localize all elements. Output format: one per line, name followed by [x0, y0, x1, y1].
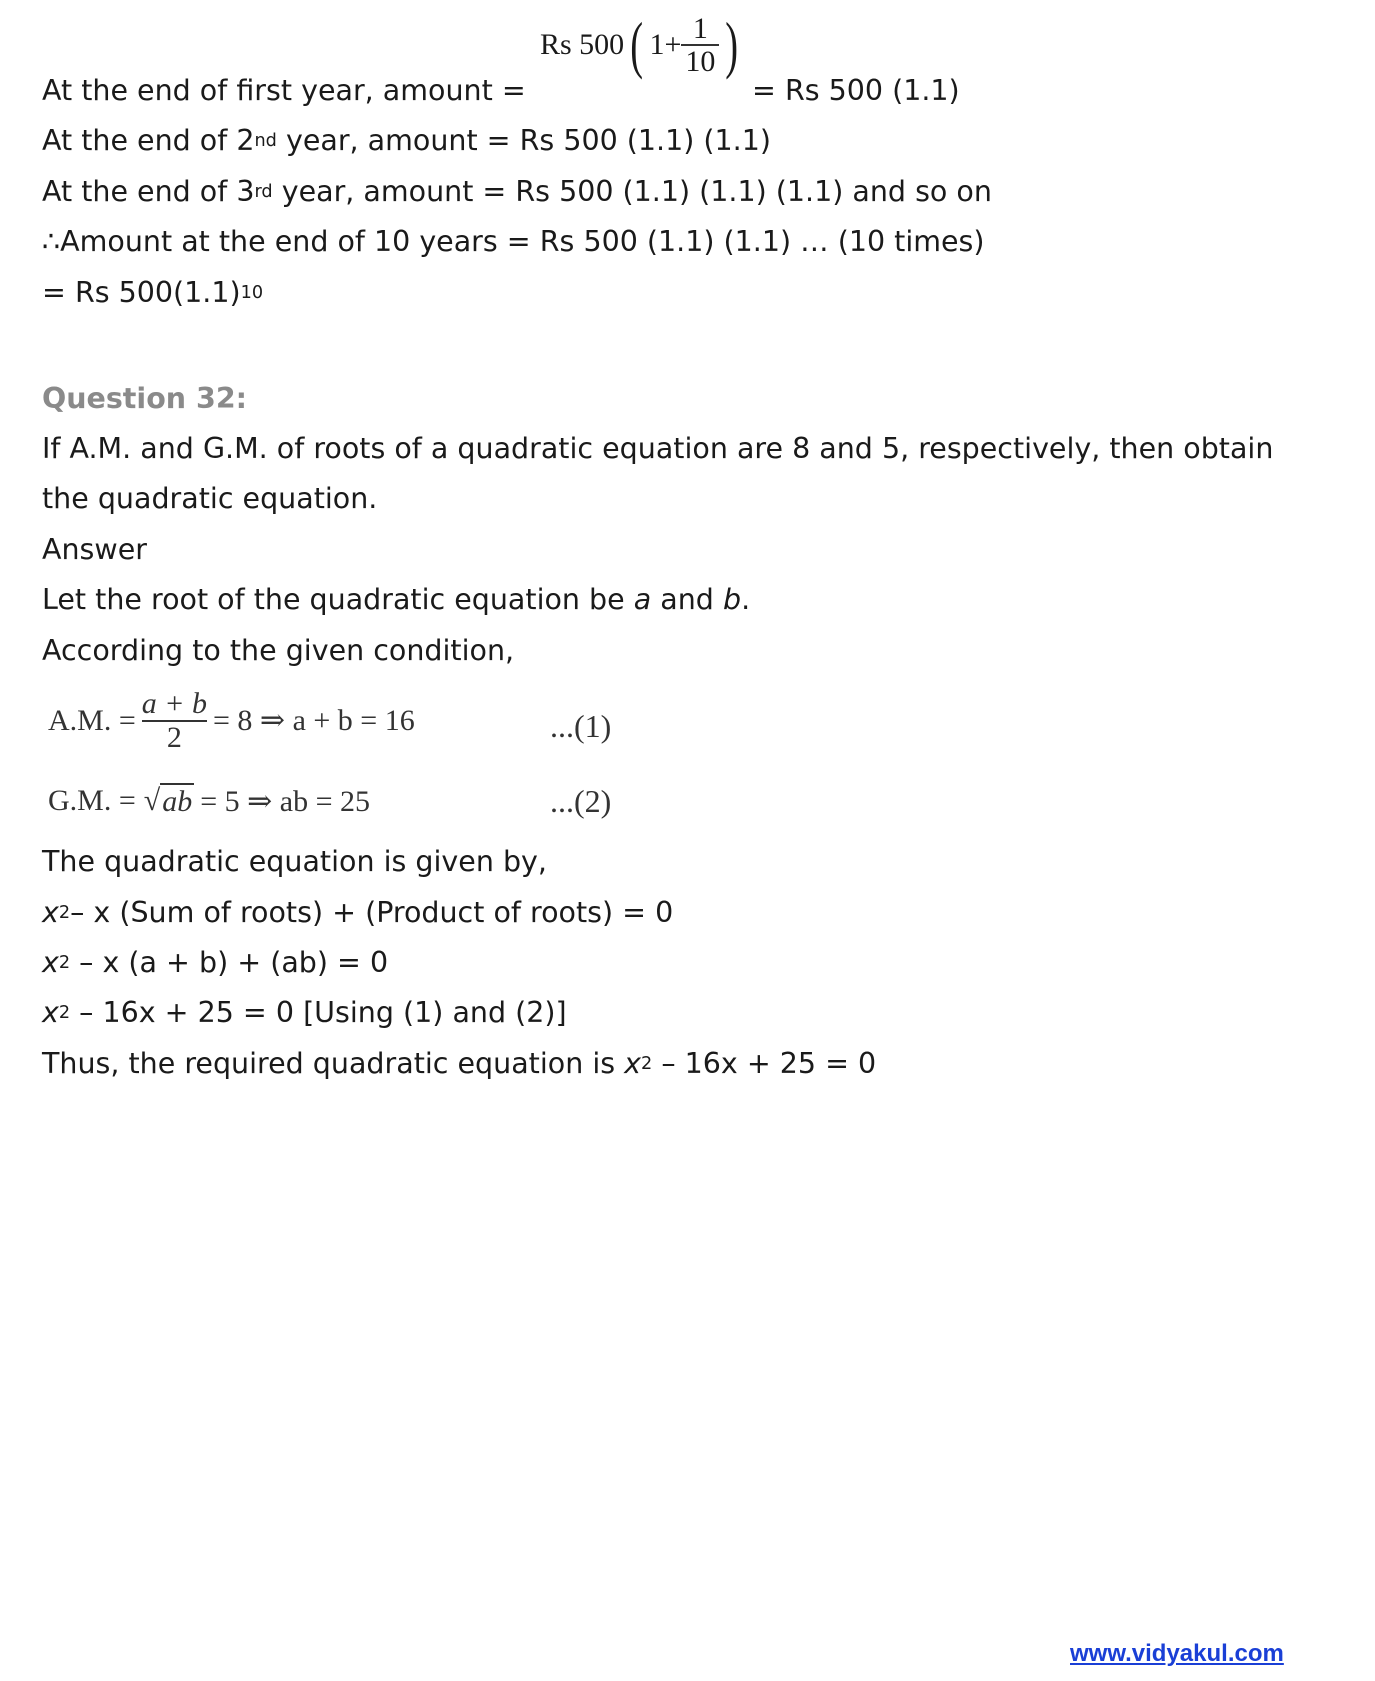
am-equation — [48, 688, 415, 753]
question-heading: Question 32: — [42, 382, 248, 415]
gm-ref: ...(2) — [550, 783, 612, 819]
answer-label: Answer — [42, 533, 147, 566]
am-ref: ...(1) — [550, 708, 612, 744]
am-fraction — [142, 688, 207, 753]
formula-denominator: 10 — [681, 44, 719, 78]
am-label: A.M. = — [48, 703, 136, 737]
question-text-line1: If A.M. and G.M. of roots of a quadratic equation are 8 and 5, respectively, then obtain — [42, 432, 1274, 465]
formula-prefix: Rs 500 — [540, 28, 625, 61]
am-rest: = 8 ⇒ a + b = 16 — [213, 704, 415, 737]
gm-rest: = 5 ⇒ ab = 25 — [200, 784, 371, 818]
formula-numerator: 1 — [692, 11, 708, 45]
ten-years-line: ∴Amount at the end of 10 years = Rs 500 (1.1) (1.1) … (10 times) — [42, 225, 985, 258]
first-year-result: = Rs 500 (1.1) — [752, 74, 960, 107]
gm-label: G.M. = — [48, 784, 136, 817]
equation-line-3: $x^2 - 16x + 25 = 0$ [Using (1) and (2)] — [42, 996, 567, 1029]
first-year-formula: Rs 500 ( 1+ $\frac{1}{10}$ ) — [540, 9, 739, 80]
formula-one: 1+ — [649, 28, 682, 61]
am-numerator: a + b — [141, 687, 208, 720]
equation-line-2: $x^2$ – x (a + b) + (ab) = 0 — [42, 946, 389, 979]
question-text-line2: the quadratic equation. — [42, 482, 378, 515]
first-year-line — [42, 74, 526, 107]
second-year-line: At the end of 2nd year, amount = Rs 500 (1.1) (1.1) — [42, 124, 771, 157]
condition-line: According to the given condition, — [42, 634, 515, 667]
gm-equation — [48, 783, 370, 819]
formula-fraction — [681, 13, 719, 78]
equation-intro: The quadratic equation is given by, — [42, 845, 547, 878]
first-year-label: At the end of first year, amount = — [42, 74, 526, 107]
conclusion-line: Thus, the required quadratic equation is $x^2 - 16x + 25 = 0$ — [42, 1047, 877, 1080]
roots-line: Let the root of the quadratic equation be a and b. — [42, 583, 751, 616]
sqrt-icon: √ — [143, 784, 161, 817]
equation-line-1: $x^2-$ x (Sum of roots) + (Product of roots) = 0 — [42, 896, 674, 929]
gm-radicand: ab — [162, 785, 193, 818]
am-denominator: 2 — [142, 720, 207, 754]
footer-website-link[interactable]: www.vidyakul.com — [1070, 1640, 1284, 1667]
third-year-line: At the end of 3rd year, amount = Rs 500 (1.1) (1.1) (1.1) and so on — [42, 175, 992, 208]
final-amount-line: = Rs $500(1.1)^{10}$ — [42, 276, 264, 309]
